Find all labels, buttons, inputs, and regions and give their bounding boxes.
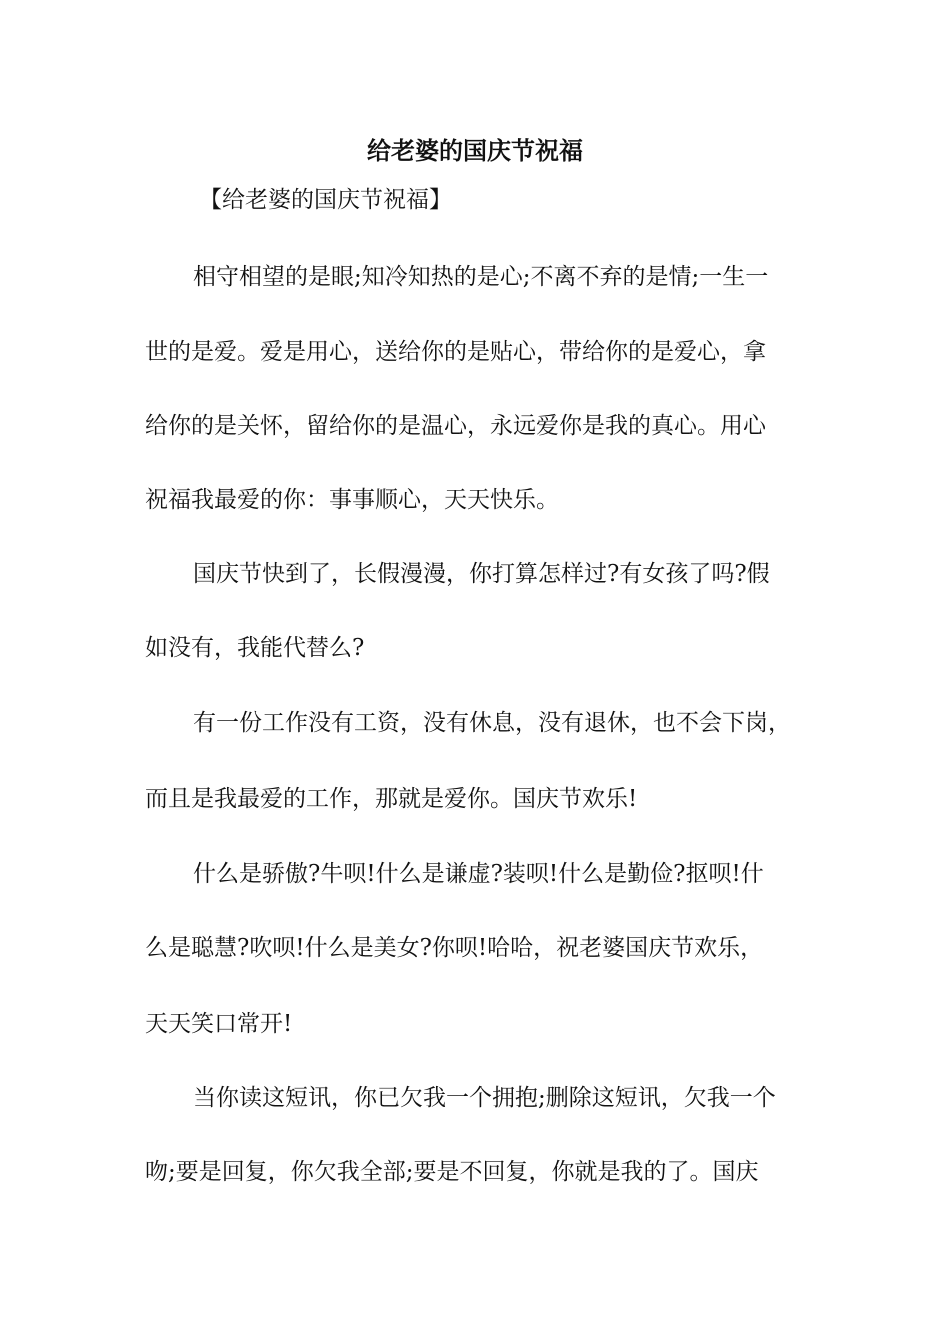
paragraph-line: 吻;要是回复，你欠我全部;要是不回复，你就是我的了。国庆 [145, 1159, 759, 1185]
paragraph-line: 天天笑口常开! [145, 1011, 293, 1037]
paragraph-line: 有一份工作没有工资，没有休息，没有退休，也不会下岗， [193, 710, 791, 736]
paragraph-line: 给你的是关怀，留给你的是温心，永远爱你是我的真心。用心 [145, 413, 766, 439]
document-subtitle: 【给老婆的国庆节祝福】 [199, 187, 452, 213]
paragraph-line: 国庆节快到了，长假漫漫，你打算怎样过?有女孩了吗?假 [193, 561, 770, 587]
paragraph-line: 世的是爱。爱是用心，送给你的是贴心，带给你的是爱心，拿 [145, 339, 766, 365]
paragraph-line: 祝福我最爱的你：事事顺心，天天快乐。 [145, 487, 559, 513]
paragraph-line: 么是聪慧?吹呗!什么是美女?你呗!哈哈，祝老婆国庆节欢乐， [145, 935, 764, 961]
paragraph-line: 而且是我最爱的工作，那就是爱你。国庆节欢乐! [145, 786, 638, 812]
paragraph-line: 当你读这短讯，你已欠我一个拥抱;删除这短讯，欠我一个 [193, 1085, 776, 1111]
paragraph-line: 如没有，我能代替么? [145, 635, 365, 661]
paragraph-line: 什么是骄傲?牛呗!什么是谦虚?装呗!什么是勤俭?抠呗!什 [193, 861, 764, 887]
paragraph-line: 相守相望的是眼;知冷知热的是心;不离不弃的是情;一生一 [193, 264, 769, 290]
document-title: 给老婆的国庆节祝福 [367, 136, 583, 165]
